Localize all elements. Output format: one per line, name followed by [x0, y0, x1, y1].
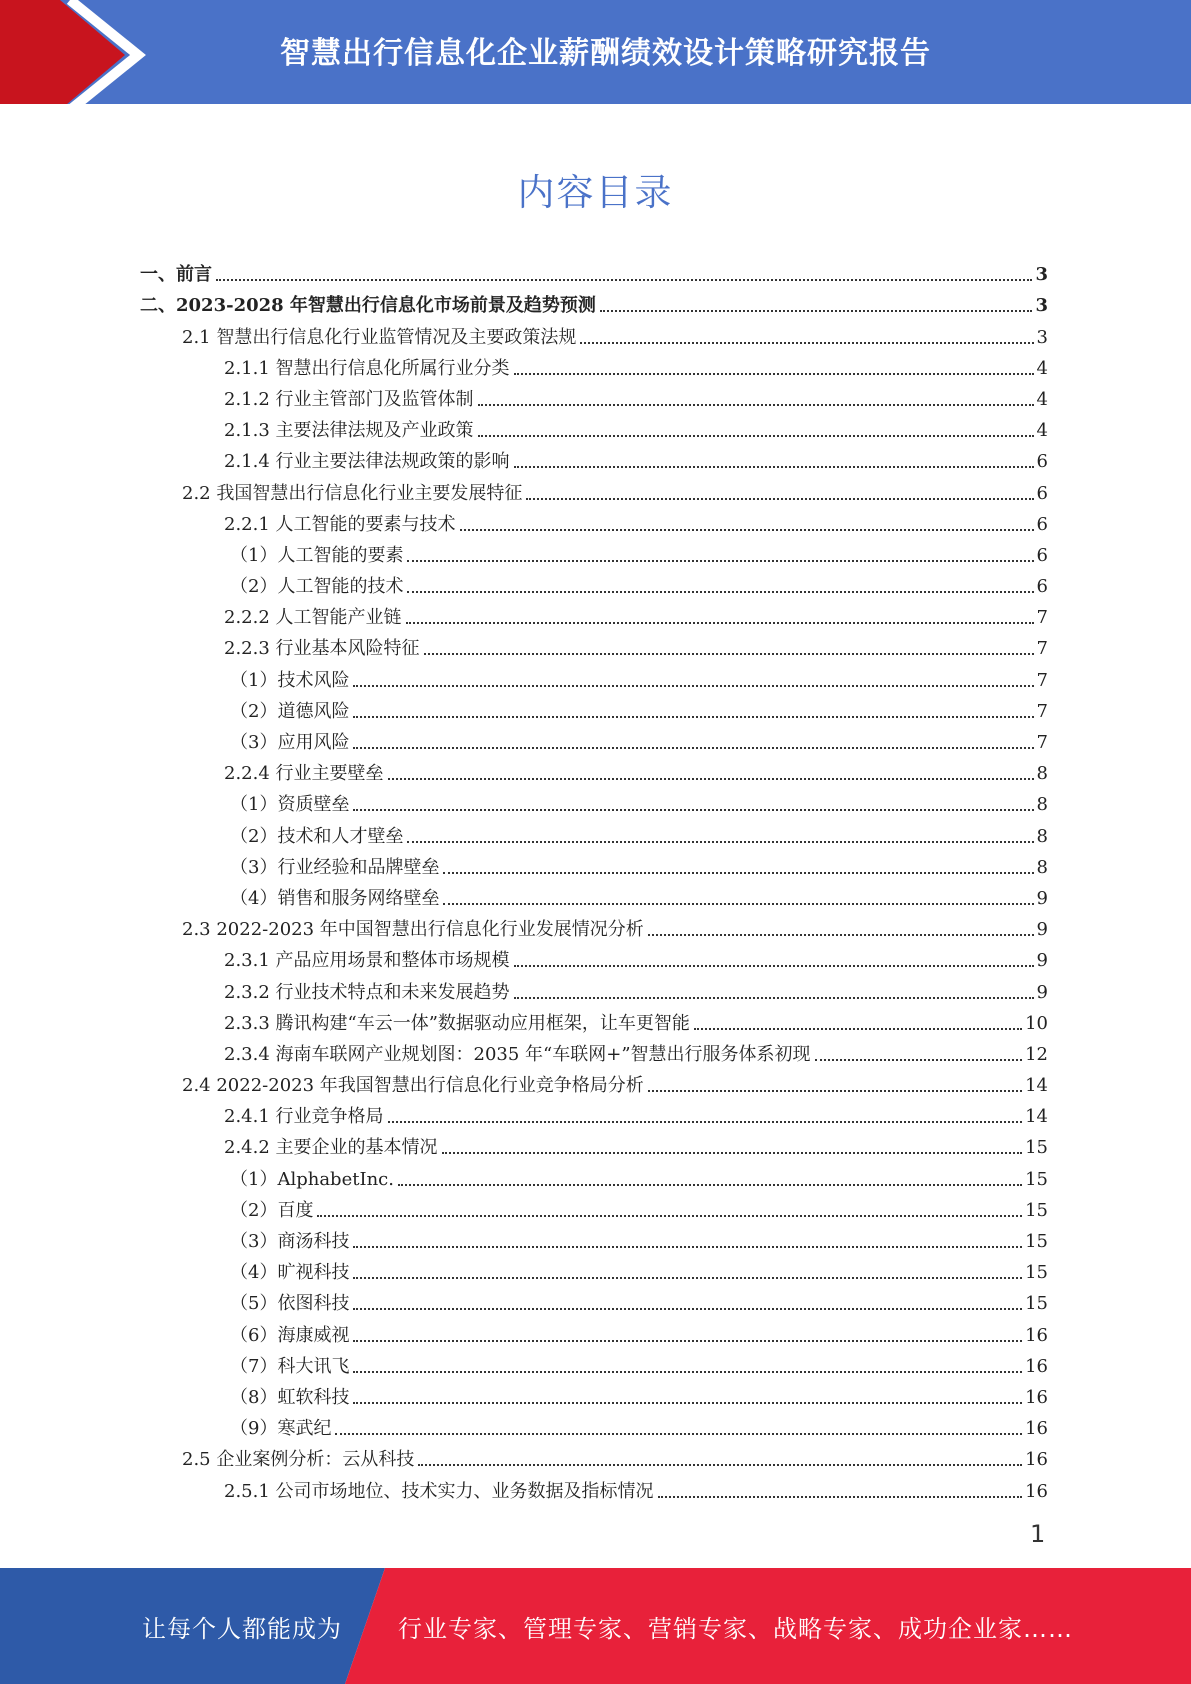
toc-entry-title: （3）商汤科技	[230, 1231, 350, 1252]
toc-dot-leader	[335, 1433, 1022, 1435]
toc-entry-page: 16	[1025, 1418, 1048, 1440]
toc-entry[interactable]	[140, 317, 1048, 348]
toc-entry-page: 16	[1025, 1480, 1048, 1502]
toc-entry-title: （3）应用风险	[230, 732, 350, 753]
toc-entry-title: （2）百度	[230, 1199, 314, 1221]
toc-entry-title: 2.3.2 行业技术特点和未来发展趋势	[224, 981, 510, 1003]
toc-entry[interactable]	[140, 1097, 1048, 1128]
toc-entry[interactable]	[140, 1191, 1048, 1222]
toc-dot-leader	[407, 560, 1033, 562]
toc-entry[interactable]	[140, 879, 1048, 910]
toc-entry-page: 6	[1036, 482, 1048, 504]
toc-entry-page: 15	[1025, 1168, 1048, 1190]
toc-entry-page: 6	[1036, 513, 1048, 535]
toc-entry[interactable]	[140, 411, 1048, 442]
toc-entry-title: （1）AlphabetInc.	[230, 1168, 394, 1190]
page-number: 1	[1030, 1520, 1046, 1548]
toc-dot-leader	[407, 591, 1033, 593]
toc-entry[interactable]	[140, 505, 1048, 536]
toc-dot-leader	[514, 997, 1034, 999]
toc-entry-title: （6）海康威视	[230, 1324, 350, 1346]
toc-dot-leader	[353, 1402, 1022, 1404]
toc-entry-page: 6	[1036, 451, 1048, 473]
toc-entry-page: 9	[1036, 981, 1048, 1003]
toc-entry-page: 3	[1036, 326, 1048, 348]
toc-entry[interactable]	[140, 1440, 1048, 1471]
toc-dot-leader	[388, 778, 1034, 780]
toc-entry[interactable]	[140, 1409, 1048, 1440]
toc-dot-leader	[580, 342, 1033, 344]
toc-dot-leader	[648, 1090, 1022, 1092]
toc-entry[interactable]	[140, 1035, 1048, 1066]
toc-dot-leader	[407, 841, 1033, 843]
toc-entry-title: （5）依图科技	[230, 1293, 350, 1315]
toc-dot-leader	[478, 435, 1034, 437]
toc-entry-page: 15	[1025, 1137, 1048, 1159]
toc-dot-leader	[353, 747, 1033, 749]
toc-entry[interactable]	[140, 1378, 1048, 1409]
toc-entry[interactable]	[140, 848, 1048, 879]
toc-entry-title: （2）人工智能的技术	[230, 576, 404, 598]
toc-entry-title: 2.3 2022-2023 年中国智慧出行信息化行业发展情况分析	[182, 919, 644, 941]
toc-entry-page: 9	[1036, 887, 1048, 909]
toc-entry-title: （2）技术和人才壁垒	[230, 825, 404, 847]
toc-entry-title: 2.1.2 行业主管部门及监管体制	[224, 388, 474, 410]
toc-dot-leader	[514, 373, 1034, 375]
toc-entry-page: 7	[1036, 638, 1048, 660]
toc-entry-title: 2.4.1 行业竞争格局	[224, 1106, 384, 1128]
toc-entry[interactable]	[140, 754, 1048, 785]
toc-entry[interactable]	[140, 1284, 1048, 1315]
toc-dot-leader	[443, 872, 1033, 874]
toc-entry[interactable]	[140, 536, 1048, 567]
toc-entry-title: （1）技术风险	[230, 669, 350, 691]
toc-entry-page: 16	[1025, 1386, 1048, 1408]
toc-entry-page: 15	[1025, 1231, 1048, 1252]
toc-entry-title: 2.3.1 产品应用场景和整体市场规模	[224, 950, 510, 972]
toc-entry-title: 2.3.3 腾讯构建“车云一体”数据驱动应用框架，让车更智能	[224, 1012, 690, 1034]
toc-entry-page: 16	[1025, 1355, 1048, 1377]
toc-entry-page: 3	[1035, 264, 1048, 286]
footer-slogan-right: 行业专家、管理专家、营销专家、战略专家、成功企业家……	[398, 1614, 1073, 1643]
toc-entry-page: 14	[1025, 1075, 1048, 1097]
footer-slogan-left: 让每个人都能成为	[142, 1614, 342, 1643]
toc-heading: 内容目录	[517, 171, 674, 214]
toc-entry-page: 7	[1036, 732, 1048, 753]
table-of-contents	[140, 255, 1048, 1503]
toc-entry-page: 15	[1025, 1262, 1048, 1284]
toc-dot-leader	[353, 685, 1033, 687]
toc-dot-leader	[317, 1215, 1022, 1217]
toc-entry-title: （9）寒武纪	[230, 1418, 332, 1440]
toc-entry[interactable]	[140, 1128, 1048, 1159]
toc-entry[interactable]	[140, 1004, 1048, 1035]
toc-entry-title: 2.1.1 智慧出行信息化所属行业分类	[224, 357, 510, 379]
toc-entry-page: 7	[1036, 607, 1048, 629]
toc-entry[interactable]	[140, 785, 1048, 816]
toc-entry[interactable]	[140, 349, 1048, 380]
toc-entry-title: （7）科大讯飞	[230, 1355, 350, 1377]
toc-dot-leader	[526, 498, 1033, 500]
toc-dot-leader	[694, 1028, 1022, 1030]
toc-entry-title: 2.4.2 主要企业的基本情况	[224, 1137, 438, 1159]
toc-entry-page: 8	[1036, 856, 1048, 878]
toc-entry-page: 6	[1036, 544, 1048, 566]
toc-entry[interactable]	[140, 660, 1048, 691]
toc-entry-title: 2.2.1 人工智能的要素与技术	[224, 513, 456, 535]
toc-dot-leader	[424, 653, 1034, 655]
toc-entry-title: 2.2 我国智慧出行信息化行业主要发展特征	[182, 482, 523, 504]
report-title: 智慧出行信息化企业薪酬绩效设计策略研究报告	[280, 36, 931, 71]
toc-entry-page: 15	[1025, 1293, 1048, 1315]
toc-dot-leader	[443, 903, 1033, 905]
toc-entry[interactable]	[140, 1159, 1048, 1190]
toc-entry-title: 2.4 2022-2023 年我国智慧出行信息化行业竞争格局分析	[182, 1075, 644, 1097]
toc-dot-leader	[398, 1184, 1022, 1186]
toc-dot-leader	[514, 466, 1034, 468]
toc-dot-leader	[353, 1340, 1022, 1342]
toc-entry-page: 8	[1036, 825, 1048, 847]
toc-entry-page: 8	[1036, 763, 1048, 785]
toc-entry[interactable]	[140, 1315, 1048, 1346]
toc-entry-title: （3）行业经验和品牌壁垒	[230, 856, 440, 878]
toc-entry-page: 15	[1025, 1199, 1048, 1221]
toc-entry-title: 2.2.2 人工智能产业链	[224, 607, 402, 629]
toc-dot-leader	[460, 529, 1034, 531]
toc-entry-title: （8）虹软科技	[230, 1386, 350, 1408]
toc-dot-leader	[600, 310, 1033, 312]
toc-dot-leader	[388, 1121, 1023, 1123]
toc-entry-title: （1）人工智能的要素	[230, 544, 404, 566]
toc-entry-title: （4）销售和服务网络壁垒	[230, 887, 440, 909]
toc-dot-leader	[216, 279, 1032, 281]
toc-entry[interactable]	[140, 629, 1048, 660]
toc-entry-title: 2.2.3 行业基本风险特征	[224, 638, 420, 660]
toc-entry[interactable]	[140, 255, 1048, 286]
header-band	[0, 0, 1191, 110]
toc-dot-leader	[514, 965, 1034, 967]
toc-entry-page: 6	[1036, 576, 1048, 598]
toc-entry[interactable]	[140, 1347, 1048, 1378]
toc-entry[interactable]	[140, 692, 1048, 723]
toc-entry-page: 12	[1025, 1043, 1048, 1065]
toc-dot-leader	[648, 934, 1034, 936]
toc-dot-leader	[353, 1277, 1022, 1279]
toc-entry[interactable]	[140, 1222, 1048, 1253]
toc-entry-title: 2.1.4 行业主要法律法规政策的影响	[224, 451, 510, 473]
toc-entry[interactable]	[140, 567, 1048, 598]
toc-entry[interactable]	[140, 473, 1048, 504]
toc-entry[interactable]	[140, 380, 1048, 411]
toc-entry-title: （2）道德风险	[230, 700, 350, 722]
toc-entry[interactable]	[140, 1471, 1048, 1502]
toc-entry[interactable]	[140, 816, 1048, 847]
toc-entry[interactable]	[140, 286, 1048, 317]
toc-entry-title: 2.2.4 行业主要壁垒	[224, 763, 384, 785]
toc-entry-page: 4	[1036, 420, 1048, 442]
toc-entry-page: 16	[1025, 1449, 1048, 1471]
toc-entry-title: 2.1 智慧出行信息化行业监管情况及主要政策法规	[182, 326, 577, 348]
toc-entry-page: 8	[1036, 794, 1048, 816]
toc-entry[interactable]	[140, 941, 1048, 972]
toc-entry-page: 16	[1025, 1324, 1048, 1346]
toc-entry[interactable]	[140, 442, 1048, 473]
toc-entry-page: 3	[1035, 295, 1048, 317]
toc-dot-leader	[353, 809, 1033, 811]
toc-entry[interactable]	[140, 972, 1048, 1003]
toc-entry[interactable]	[140, 723, 1048, 754]
toc-dot-leader	[353, 1371, 1022, 1373]
toc-dot-leader	[353, 1308, 1022, 1310]
toc-entry-page: 9	[1036, 919, 1048, 941]
toc-entry-title: 2.5.1 公司市场地位、技术实力、业务数据及指标情况	[224, 1480, 654, 1502]
toc-entry-title: 二、2023-2028 年智慧出行信息化市场前景及趋势预测	[140, 295, 596, 317]
toc-entry-page: 9	[1036, 950, 1048, 972]
toc-entry[interactable]	[140, 1253, 1048, 1284]
toc-dot-leader	[353, 716, 1033, 718]
toc-entry-title: （1）资质壁垒	[230, 794, 350, 816]
toc-entry-page: 4	[1036, 357, 1048, 379]
toc-dot-leader	[418, 1464, 1022, 1466]
toc-entry-title: 2.1.3 主要法律法规及产业政策	[224, 420, 474, 442]
toc-entry-title: 2.3.4 海南车联网产业规划图：2035 年“车联网+”智慧出行服务体系初现	[224, 1043, 811, 1065]
toc-dot-leader	[658, 1496, 1023, 1498]
toc-dot-leader	[815, 1059, 1023, 1061]
toc-entry-page: 7	[1036, 700, 1048, 722]
toc-entry[interactable]	[140, 910, 1048, 941]
toc-dot-leader	[442, 1152, 1023, 1154]
toc-entry[interactable]	[140, 1066, 1048, 1097]
toc-dot-leader	[478, 404, 1034, 406]
toc-entry-title: 2.5 企业案例分析：云从科技	[182, 1449, 415, 1471]
toc-entry-title: （4）旷视科技	[230, 1262, 350, 1284]
toc-entry-page: 7	[1036, 669, 1048, 691]
toc-dot-leader	[406, 622, 1034, 624]
toc-entry[interactable]	[140, 598, 1048, 629]
toc-entry-page: 14	[1025, 1106, 1048, 1128]
footer-band	[0, 1568, 1191, 1684]
toc-dot-leader	[353, 1246, 1022, 1248]
toc-entry-page: 4	[1036, 388, 1048, 410]
toc-entry-page: 10	[1025, 1012, 1048, 1034]
toc-entry-title: 一、前言	[140, 264, 212, 286]
